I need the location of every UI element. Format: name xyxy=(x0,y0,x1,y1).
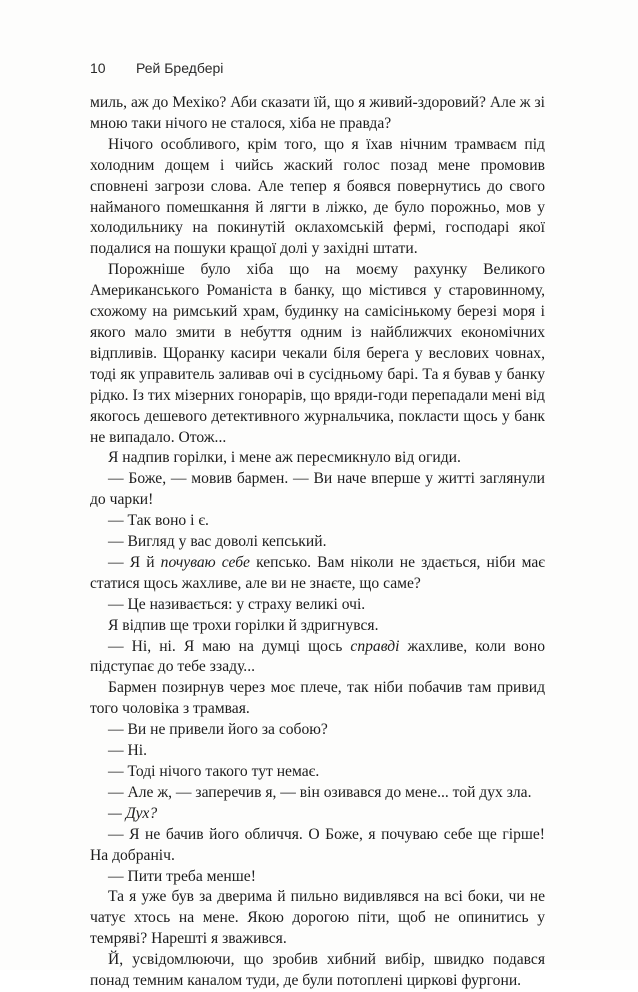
page-number: 10 xyxy=(90,60,106,76)
text-run: — Я й xyxy=(108,553,161,571)
paragraph xyxy=(90,804,545,825)
text-run: — Тоді нічого такого тут немає. xyxy=(108,763,320,780)
italic-run: почуваю себе xyxy=(160,553,250,571)
paragraph xyxy=(90,260,545,448)
text-run: — Але ж, — заперечив я, — він озивався до мене... той дух зла. xyxy=(108,783,532,801)
paragraph xyxy=(90,553,545,595)
paragraph xyxy=(90,616,545,637)
text-run: — Пити треба менше! xyxy=(108,867,256,885)
text-run: — Я не бачив його обличчя. О Боже, я почуваю себе ще гірше! На добраніч. xyxy=(90,825,545,864)
body-text xyxy=(90,93,545,992)
text-run: — Ви не привели його за собою? xyxy=(108,721,328,739)
text-run: — Боже, — мовив бармен. — Ви наче вперше у житті заглянули до чарки! xyxy=(90,470,545,509)
paragraph xyxy=(90,511,545,532)
paragraph xyxy=(90,135,545,260)
italic-run: справді xyxy=(350,637,400,655)
paragraph xyxy=(90,678,545,720)
text-run: Нічого особливого, крім того, що я їхав нічним трамваєм під холодним дощем і чийсь жаский голос позад мене промовив сповнені загрози слова. Але тепер я боявся повернутись до свого найманого помешкання й лягти в ліжко, де було порожньо, мов у холодильнику на покинутій оклахомській фермі, господарі якої подалися на пошуки кращої долі у західні штати. xyxy=(90,135,545,258)
text-run: — Вигляд у вас доволі кепський. xyxy=(108,533,327,551)
paragraph xyxy=(90,783,545,804)
paragraph xyxy=(90,825,545,867)
text-run: Бармен позирнув через моє плече, так ніби побачив там привид того чоловіка з трамвая. xyxy=(90,679,545,718)
author-name: Рей Бредбері xyxy=(136,60,224,76)
paragraph xyxy=(90,532,545,553)
running-head xyxy=(90,60,223,76)
paragraph xyxy=(90,741,545,762)
text-run: Порожніше було хіба що на моєму рахунку Великого Американського Романіста в банку, що містився у старовинному, схожому на римський храм, будинку на самісінькому березі моря і якого мало змити в небуття одним із найближчих економічних відпливів. Щоранку касири чекали біля берега у веслових човнах, тоді як управитель заливав очі в сусідньому барі. Та я бував у банку рідко. Із тих мізерних гонорарів, що вряди-годи перепадали мені від якогось дешевого детективного журнальчика, покласти щось у банк не випадало. Отож... xyxy=(90,261,545,446)
paragraph xyxy=(90,867,545,888)
text-run: Я відпив ще трохи горілки й здригнувся. xyxy=(108,616,379,634)
text-run: Та я уже був за дверима й пильно видивлявся на всі боки, чи не чатує хтось на мене. Якою дорогою піти, щоб не опинитись у темряві? Нарешті я зважився. xyxy=(90,888,545,948)
paragraph xyxy=(90,595,545,616)
text-run: — Це називається: у страху великі очі. xyxy=(108,595,366,613)
paragraph xyxy=(90,469,545,511)
text-run: Й, усвідомлюючи, що зробив хибний вибір, швидко подався понад темним каналом туди, де були потоплені циркові фургони. xyxy=(90,951,545,990)
text-run: — Ні. xyxy=(108,742,147,760)
paragraph xyxy=(90,887,545,950)
paragraph xyxy=(90,448,545,469)
text-run: миль, аж до Мехіко? Аби сказати їй, що я живий-здоровий? Але ж зі мною таки нічого не сталося, хіба не правда? xyxy=(90,94,545,132)
paragraph xyxy=(90,762,545,783)
text-run: Я надпив горілки, і мене аж пересмикнуло від огиди. xyxy=(108,449,461,467)
text-run: — Так воно і є. xyxy=(108,512,209,530)
text-run: кепсько. Вам ніколи не здається, ніби має статися щось жахливе, але ви не знаєте, що саме? xyxy=(90,553,545,592)
text-run: жахливе, коли воно підступає до тебе ззаду... xyxy=(90,637,545,676)
italic-run: — Дух? xyxy=(108,804,158,822)
paragraph xyxy=(90,950,545,992)
paragraph xyxy=(90,637,545,679)
paragraph xyxy=(90,720,545,741)
paragraph xyxy=(90,93,545,135)
text-run: — Ні, ні. Я маю на думці щось xyxy=(108,637,351,655)
